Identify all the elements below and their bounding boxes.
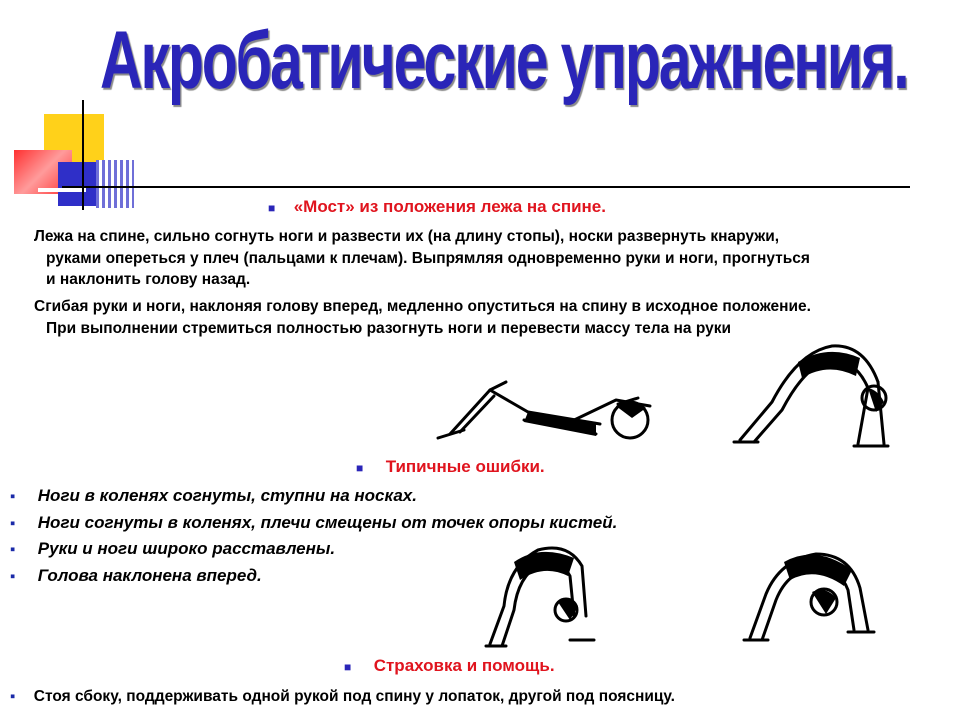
- figure-error-bridge-1: [474, 536, 604, 652]
- square-bullet-icon: ▪: [10, 541, 16, 558]
- square-bullet-icon: ▪: [10, 568, 16, 585]
- errors-list-item: [10, 566, 262, 586]
- figure-error-bridge-2: [740, 540, 880, 646]
- bridge-text-line: Лежа на спине, сильно согнуть ноги и развести их (на длину стопы), носки развернуть кнаружи,: [34, 228, 780, 245]
- bridge-text-line: руками опереться у плеч (пальцами к плечам). Выпрямляя одновременно руки и ноги, прогнуться: [46, 250, 810, 267]
- safety-text-row: [10, 686, 675, 707]
- decor-vertical-rule: [82, 100, 84, 210]
- errors-heading: Типичные ошибки.: [385, 457, 545, 476]
- error-text: Руки и ноги широко расставлены.: [37, 539, 336, 558]
- error-text: Ноги согнуты в коленях, плечи смещены от точек опоры кистей.: [37, 513, 618, 532]
- square-bullet-icon: ▪: [10, 515, 16, 532]
- safety-heading: Страховка и помощь.: [373, 656, 555, 675]
- errors-heading-row: [356, 457, 545, 477]
- errors-list-item: [10, 513, 617, 533]
- decor-striped-square: [96, 160, 134, 208]
- title-rule: [62, 186, 910, 188]
- safety-text: Стоя сбоку, поддерживать одной рукой под спину у лопаток, другой под поясницу.: [33, 688, 675, 705]
- figure-lying-on-back: [420, 360, 660, 450]
- error-text: Голова наклонена вперед.: [37, 566, 262, 585]
- bridge-text-line: и наклонить голову назад.: [46, 271, 251, 288]
- bridge-text-line: При выполнении стремиться полностью разогнуть ноги и перевести массу тела на руки: [46, 320, 732, 337]
- figure-bridge: [728, 332, 908, 458]
- bridge-heading-row: [268, 197, 606, 217]
- square-bullet-icon: ■: [344, 660, 352, 674]
- safety-heading-row: [344, 656, 555, 676]
- square-bullet-icon: ■: [268, 201, 276, 215]
- bridge-heading: «Мост» из положения лежа на спине.: [293, 197, 606, 216]
- page-title: Акробатические упражнения.: [100, 15, 908, 106]
- errors-list-item: [10, 539, 335, 559]
- square-bullet-icon: ■: [356, 461, 364, 475]
- decor-blue-square: [58, 162, 100, 206]
- errors-list-item: [10, 486, 417, 506]
- decor-white-bar: [38, 188, 86, 192]
- bridge-text-line: Сгибая руки и ноги, наклоняя голову вперед, медленно опуститься на спину в исходное положение.: [34, 298, 811, 315]
- square-bullet-icon: ▪: [10, 688, 16, 705]
- square-bullet-icon: ▪: [10, 488, 16, 505]
- error-text: Ноги в коленях согнуты, ступни на носках.: [37, 486, 417, 505]
